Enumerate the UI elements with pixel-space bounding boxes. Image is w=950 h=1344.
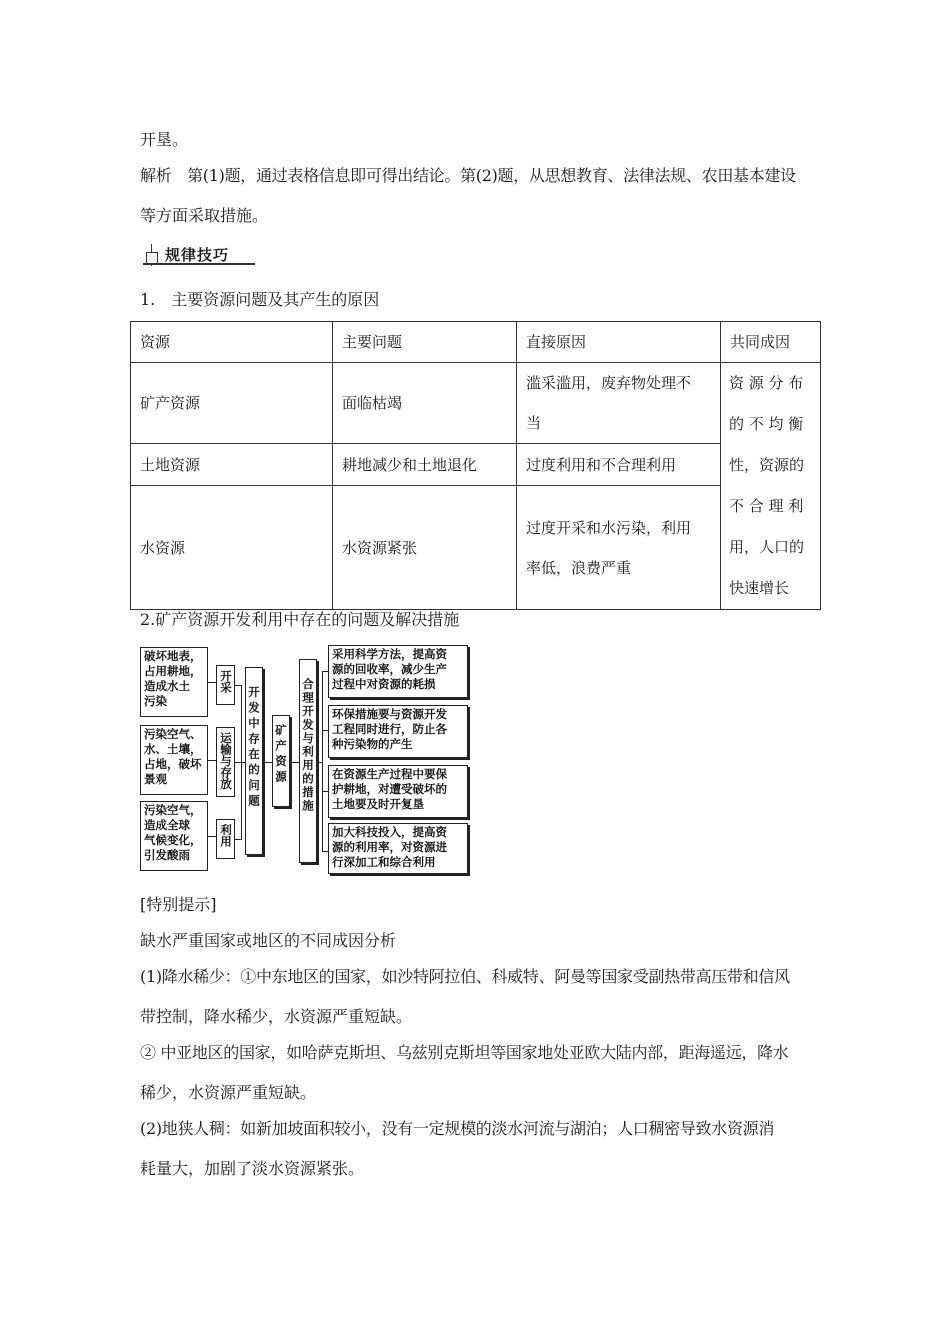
measure-box	[328, 705, 468, 758]
tip-title: 缺水严重国家或地区的不同成因分析	[140, 931, 397, 950]
measure-box	[328, 645, 468, 698]
cause-line: 滥采滥用，废弃物处理不	[526, 374, 692, 392]
measure-box	[328, 823, 468, 874]
measure-line: 环保措施要与资源开发	[332, 707, 447, 721]
effect-line: 水、土壤，	[144, 742, 202, 756]
effect-box	[140, 725, 208, 795]
analysis-line-2: 等方面采取措施。	[140, 206, 269, 225]
common-cause-line: 不 合 理 利	[729, 497, 804, 515]
measure-line: 种污染物的产生	[332, 737, 413, 751]
cause-cell	[517, 363, 721, 444]
measure-box	[328, 765, 468, 818]
measure-line: 在资源生产过程中要保	[332, 767, 447, 781]
common-cause-line: 快速增长	[729, 579, 790, 597]
common-cause-line: 资 源 分 布	[729, 374, 804, 392]
tip-paragraph-3-line-1: (2)地狭人稠：如新加坡面积较小，没有一定规模的淡水河流与湖泊；人口稠密导致水资源消	[140, 1119, 775, 1138]
stage-label: 开采	[219, 670, 233, 693]
tip-paragraph-2-line-1: ② 中亚地区的国家，如哈萨克斯坦、乌兹别克斯坦等国家地处亚欧大陆内部，距海遥远，降水	[140, 1043, 789, 1062]
table-row	[131, 486, 821, 610]
stage-label: 运输与存放	[219, 732, 233, 790]
table-row	[131, 444, 821, 486]
analysis-line-1: 解析 第(1)题，通过表格信息即可得出结论。第(2)题，从思想教育、法律法规、农田基本建设	[140, 166, 796, 185]
measure-line: 护耕地，对遭受破坏的	[332, 782, 447, 796]
intro-line-1: 开垦。	[140, 130, 189, 149]
connector-line	[264, 762, 272, 763]
section-heading	[143, 244, 255, 268]
stage-box-use	[216, 819, 235, 859]
effect-line: 引发酸雨	[144, 848, 190, 862]
common-cause-line: 用，人口的	[729, 538, 805, 556]
table-caption: 1. 主要资源问题及其产生的原因	[140, 290, 380, 309]
connector-line	[322, 671, 323, 851]
resource-cell: 土地资源	[131, 444, 333, 486]
resource-cell: 水资源	[131, 486, 333, 610]
measure-line: 源的回收率，减少生产	[332, 662, 447, 676]
header-cell: 主要问题	[333, 322, 517, 363]
section-title: 规律技巧	[165, 246, 230, 264]
resource-problem-table	[130, 321, 821, 610]
tip-paragraph-1-line-2: 带控制，降水稀少，水资源严重短缺。	[140, 1007, 413, 1026]
effect-line: 污染	[144, 694, 167, 708]
problem-cell: 耕地减少和土地退化	[333, 444, 517, 486]
measure-line: 工程同时进行，防止各	[332, 722, 447, 736]
cause-line: 当	[526, 414, 542, 432]
table-header-row	[131, 322, 821, 363]
tip-label: [特别提示]	[140, 895, 217, 914]
problem-cell: 面临枯竭	[333, 363, 517, 444]
effect-box	[140, 647, 208, 717]
diagram-caption: 2.矿产资源开发利用中存在的问题及解决措施	[140, 610, 460, 629]
measure-line: 源的利用率，对资源进	[332, 840, 447, 854]
cause-line: 过度开采和水污染，利用	[526, 518, 692, 537]
center-label: 矿产资源	[274, 724, 288, 786]
cause-line: 率低，浪费严重	[526, 558, 632, 577]
resource-cell: 矿产资源	[131, 363, 333, 444]
problems-label: 开发中存在的问题	[247, 686, 261, 810]
common-cause-line: 的 不 均 衡	[729, 415, 804, 433]
measure-line: 加大科技投入，提高资	[332, 825, 447, 839]
effect-line: 污染空气、	[144, 727, 202, 741]
center-box	[272, 715, 290, 807]
stage-box-transport	[216, 727, 235, 797]
effect-line: 造成全球	[144, 818, 190, 832]
common-cause-cell	[721, 363, 821, 610]
measure-line: 采用科学方法，提高资	[332, 647, 447, 661]
measure-line: 行深加工和综合利用	[332, 855, 436, 869]
connector-line	[208, 836, 216, 837]
problem-cell: 水资源紧张	[333, 486, 517, 610]
connector-line	[208, 682, 216, 683]
effect-line: 气候变化，	[144, 833, 202, 847]
tip-paragraph-3-line-2: 耗量大，加剧了淡水资源紧张。	[140, 1159, 365, 1178]
effect-line: 占用耕地，	[144, 664, 202, 678]
cause-cell: 过度利用和不合理利用	[517, 444, 721, 486]
header-cell: 资源	[131, 322, 333, 363]
measure-line: 过程中对资源的耗损	[332, 677, 436, 691]
effect-line: 景观	[144, 772, 167, 786]
effect-line: 破坏地表，	[144, 649, 202, 663]
cause-cell	[517, 486, 721, 610]
stage-box-mining	[216, 665, 235, 705]
tip-paragraph-2-line-2: 稀少，水资源严重短缺。	[140, 1083, 317, 1102]
mineral-resource-diagram	[140, 645, 470, 877]
stage-label: 利用	[219, 824, 233, 847]
effect-line: 造成水土	[144, 679, 190, 693]
effect-line: 污染空气，	[144, 803, 202, 817]
effect-box	[140, 801, 208, 871]
common-cause-line: 性，资源的	[729, 456, 805, 474]
connector-line	[208, 760, 216, 761]
tip-paragraph-1-line-1: (1)降水稀少：①中东地区的国家，如沙特阿拉伯、科威特、阿曼等国家受副热带高压带和信风	[140, 967, 790, 986]
problems-box	[245, 667, 263, 855]
measure-line: 土地要及时开复垦	[332, 797, 424, 811]
measures-label: 合理开发与利用的措施	[301, 678, 315, 813]
table-row	[131, 363, 821, 444]
measures-label-box	[299, 659, 317, 863]
connector-line	[291, 762, 299, 763]
header-cell: 共同成因	[721, 322, 821, 363]
header-cell: 直接原因	[517, 322, 721, 363]
effect-line: 占地，破坏	[144, 757, 202, 771]
